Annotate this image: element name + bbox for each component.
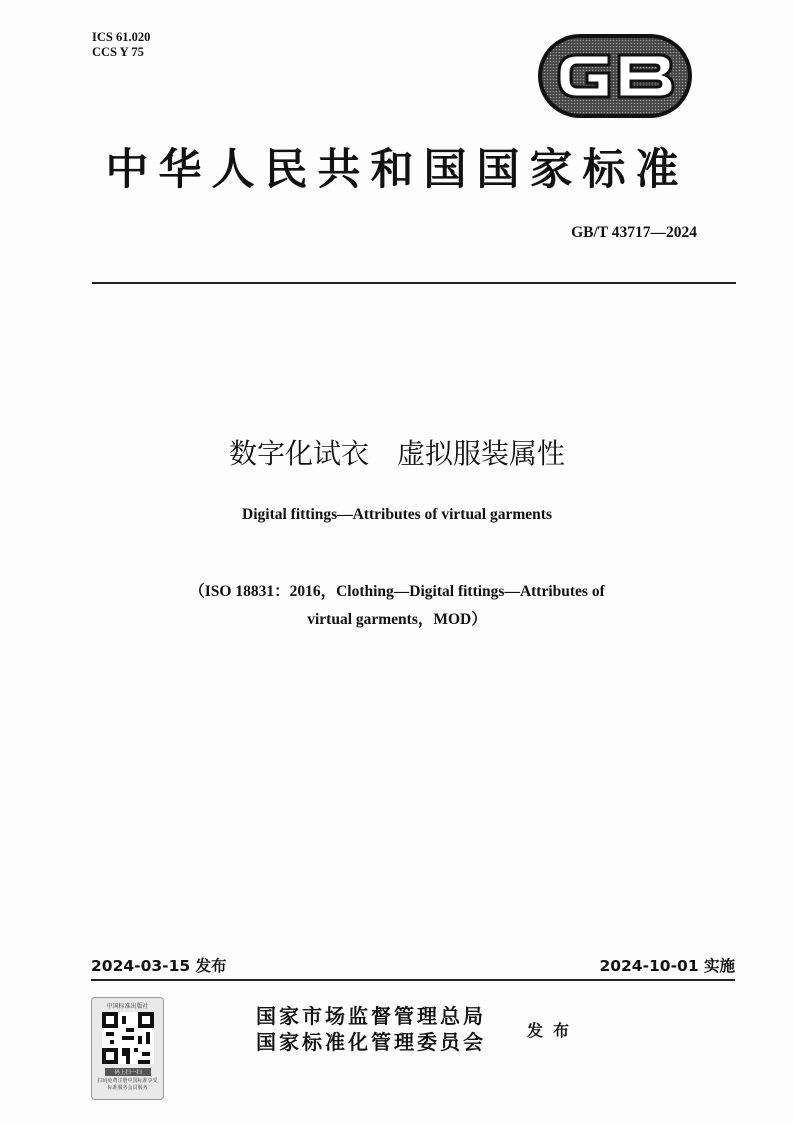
classification-codes xyxy=(92,30,150,60)
ics-code: ICS 61.020 xyxy=(92,30,151,44)
issuer-samr: 国家市场监督管理总局 xyxy=(256,1004,486,1028)
gb-logo xyxy=(537,33,693,119)
title-english: Digital fittings—Attributes of virtual garments xyxy=(242,506,552,523)
qr-badge-scan-text: 码上扫一扫 xyxy=(105,1068,151,1076)
top-divider xyxy=(92,282,736,284)
publish-label: 发布 xyxy=(527,1021,580,1040)
title-chinese xyxy=(0,434,794,474)
bottom-divider xyxy=(91,979,735,981)
iso-reference xyxy=(0,578,794,634)
qr-badge-top-text: 中国标准出版社 xyxy=(106,1003,149,1010)
iso-reference-line1: （ISO 18831：2016，Clothing—Digital fittings—Attributes of xyxy=(189,583,605,600)
title-chinese-part1: 数字化试衣 xyxy=(228,437,369,470)
implementation-date: 2024-10-01 实施 xyxy=(599,957,735,975)
qr-code-badge[interactable] xyxy=(91,997,164,1100)
issuer-sac: 国家标准化管理委员会 xyxy=(256,1030,486,1054)
qr-code-icon xyxy=(102,1012,154,1064)
qr-badge-bottom-text: 扫码免费注册中国标准享受标准服务会员服务 xyxy=(97,1078,158,1091)
national-standard-title: 中华人民共和国国家标准 xyxy=(105,145,689,195)
iso-reference-line2: virtual garments，MOD） xyxy=(307,611,487,628)
issue-date: 2024-03-15 发布 xyxy=(91,957,227,975)
ccs-code: CCS Y 75 xyxy=(92,45,144,59)
standard-code: GB/T 43717—2024 xyxy=(571,224,697,241)
issuing-authorities xyxy=(256,1003,486,1055)
title-chinese-part2: 虚拟服装属性 xyxy=(397,437,566,470)
